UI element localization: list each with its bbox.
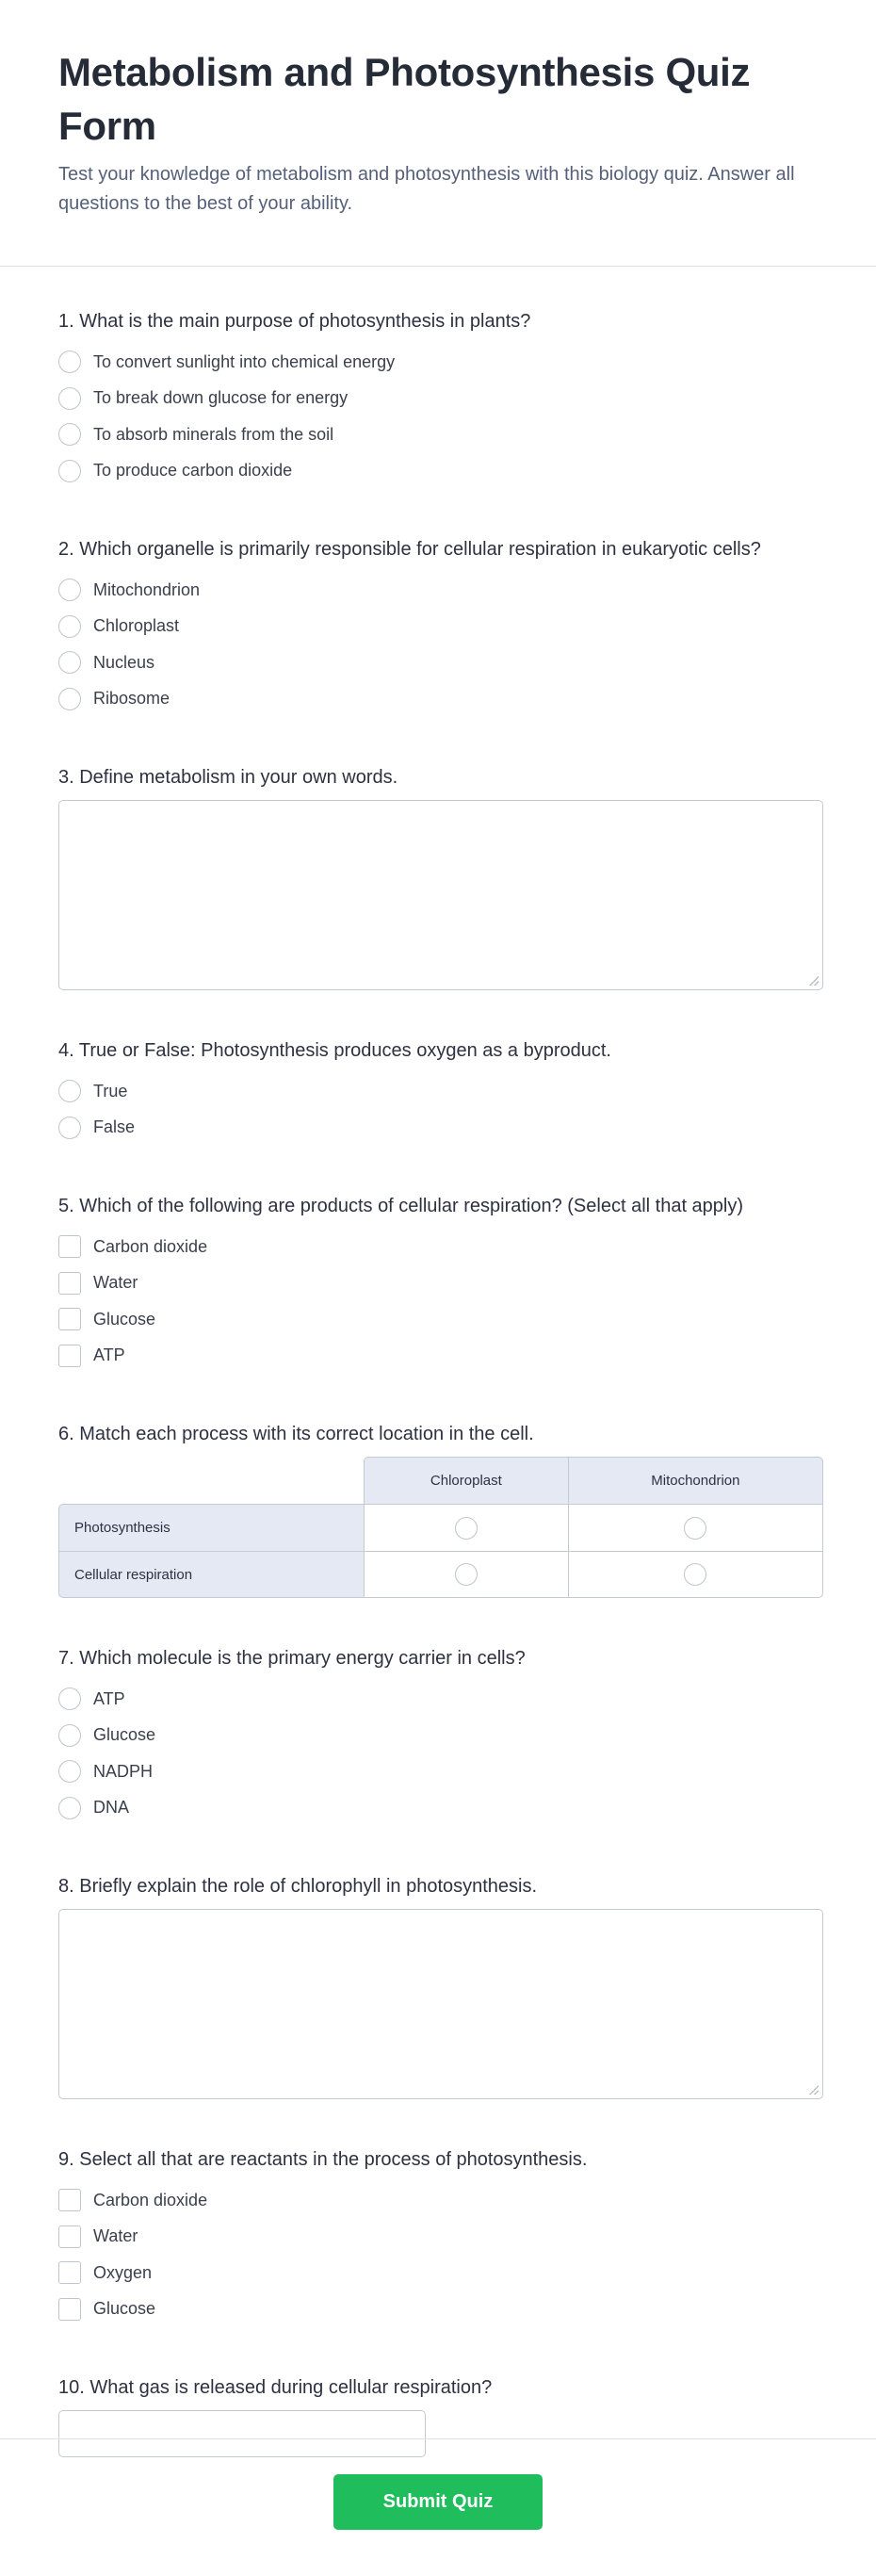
option-label[interactable]: Carbon dioxide bbox=[93, 1236, 208, 1256]
option-label[interactable]: Chloroplast bbox=[93, 616, 180, 636]
grid-cell[interactable] bbox=[568, 1504, 823, 1551]
metabolism-definition-textarea[interactable] bbox=[58, 800, 823, 990]
checkbox[interactable] bbox=[58, 1308, 81, 1330]
radio-option[interactable] bbox=[58, 572, 818, 609]
option-label[interactable]: DNA bbox=[93, 1798, 130, 1818]
option-label[interactable]: NADPH bbox=[93, 1761, 154, 1781]
radio-button[interactable] bbox=[455, 1563, 478, 1586]
checkbox[interactable] bbox=[58, 1345, 81, 1367]
radio-button[interactable] bbox=[58, 615, 81, 638]
page-title: Metabolism and Photosynthesis Quiz Form bbox=[58, 50, 751, 148]
radio-option[interactable] bbox=[58, 453, 818, 490]
radio-button[interactable] bbox=[58, 1687, 81, 1710]
checkbox[interactable] bbox=[58, 2189, 81, 2211]
checkbox[interactable] bbox=[58, 2261, 81, 2284]
resize-handle-icon[interactable] bbox=[809, 2085, 819, 2095]
question-4 bbox=[58, 1037, 818, 1146]
checkbox-option[interactable] bbox=[58, 1338, 818, 1375]
radio-option[interactable] bbox=[58, 609, 818, 645]
radio-option[interactable] bbox=[58, 1073, 818, 1110]
option-label[interactable]: Oxygen bbox=[93, 2262, 153, 2282]
option-label[interactable]: Nucleus bbox=[93, 652, 155, 672]
resize-handle-icon[interactable] bbox=[809, 976, 819, 986]
radio-button[interactable] bbox=[58, 1080, 81, 1102]
question-2 bbox=[58, 536, 818, 717]
option-label[interactable]: To produce carbon dioxide bbox=[93, 461, 293, 481]
question-8 bbox=[58, 1873, 818, 2099]
grid-column-header: Chloroplast bbox=[364, 1457, 568, 1504]
radio-button[interactable] bbox=[684, 1563, 706, 1586]
matching-grid bbox=[58, 1457, 823, 1598]
checkbox-option[interactable] bbox=[58, 2291, 818, 2328]
radio-button[interactable] bbox=[58, 688, 81, 710]
option-label[interactable]: Ribosome bbox=[93, 689, 170, 709]
option-label[interactable]: Glucose bbox=[93, 1309, 156, 1329]
checkbox[interactable] bbox=[58, 2298, 81, 2321]
question-text: 8. Briefly explain the role of chlorophyll in photosynthesis. bbox=[58, 1876, 538, 1897]
radio-option[interactable] bbox=[58, 1753, 818, 1790]
question-text: 3. Define metabolism in your own words. bbox=[58, 767, 398, 788]
grid-cell[interactable] bbox=[364, 1551, 568, 1598]
option-label[interactable]: Carbon dioxide bbox=[93, 2190, 208, 2209]
radio-option[interactable] bbox=[58, 1790, 818, 1827]
quiz-form bbox=[0, 267, 876, 2457]
option-label[interactable]: Mitochondrion bbox=[93, 579, 201, 599]
option-label[interactable]: False bbox=[93, 1117, 136, 1137]
question-text: 6. Match each process with its correct location in the cell. bbox=[58, 1424, 534, 1444]
question-text: 9. Select all that are reactants in the process of photosynthesis. bbox=[58, 2149, 588, 2170]
question-text: 7. Which molecule is the primary energy carrier in cells? bbox=[58, 1648, 526, 1669]
grid-row-header: Photosynthesis bbox=[58, 1504, 364, 1551]
question-text: 1. What is the main purpose of photosynthesis in plants? bbox=[58, 311, 531, 332]
checkbox-option[interactable] bbox=[58, 2219, 818, 2256]
option-label[interactable]: Water bbox=[93, 1273, 138, 1293]
radio-button[interactable] bbox=[684, 1517, 706, 1540]
option-label[interactable]: To break down glucose for energy bbox=[93, 388, 349, 408]
checkbox-option[interactable] bbox=[58, 1301, 818, 1338]
option-label[interactable]: To absorb minerals from the soil bbox=[93, 424, 334, 444]
question-3 bbox=[58, 764, 818, 990]
radio-button[interactable] bbox=[58, 460, 81, 482]
option-label[interactable]: Water bbox=[93, 2226, 138, 2246]
radio-option[interactable] bbox=[58, 344, 818, 381]
grid-corner bbox=[58, 1457, 364, 1504]
grid-cell[interactable] bbox=[568, 1551, 823, 1598]
checkbox[interactable] bbox=[58, 1235, 81, 1258]
radio-option[interactable] bbox=[58, 1718, 818, 1754]
radio-button[interactable] bbox=[58, 387, 81, 410]
form-footer bbox=[0, 2438, 876, 2576]
option-label[interactable]: Glucose bbox=[93, 1725, 156, 1745]
question-7 bbox=[58, 1645, 818, 1826]
submit-quiz-button[interactable]: Submit Quiz bbox=[333, 2474, 543, 2530]
radio-option[interactable] bbox=[58, 1681, 818, 1718]
radio-option[interactable] bbox=[58, 644, 818, 681]
option-label[interactable]: ATP bbox=[93, 1688, 125, 1708]
radio-option[interactable] bbox=[58, 416, 818, 453]
question-text: 5. Which of the following are products of cellular respiration? (Select all that apply) bbox=[58, 1196, 744, 1216]
form-header bbox=[0, 0, 876, 267]
radio-button[interactable] bbox=[58, 1760, 81, 1783]
option-label[interactable]: ATP bbox=[93, 1345, 125, 1365]
radio-button[interactable] bbox=[58, 1797, 81, 1819]
checkbox[interactable] bbox=[58, 2225, 81, 2248]
question-text: 10. What gas is released during cellular respiration? bbox=[58, 2377, 493, 2398]
checkbox[interactable] bbox=[58, 1272, 81, 1295]
grid-column-header: Mitochondrion bbox=[568, 1457, 823, 1504]
grid-cell[interactable] bbox=[364, 1504, 568, 1551]
radio-button[interactable] bbox=[58, 1117, 81, 1139]
radio-option[interactable] bbox=[58, 381, 818, 417]
question-1 bbox=[58, 308, 818, 489]
radio-button[interactable] bbox=[58, 651, 81, 674]
checkbox-option[interactable] bbox=[58, 2182, 818, 2219]
checkbox-option[interactable] bbox=[58, 1265, 818, 1302]
radio-option[interactable] bbox=[58, 1110, 818, 1147]
radio-button[interactable] bbox=[58, 1724, 81, 1747]
question-9 bbox=[58, 2146, 818, 2327]
option-label[interactable]: To convert sunlight into chemical energy bbox=[93, 351, 396, 371]
question-6 bbox=[58, 1421, 818, 1598]
option-label[interactable]: Glucose bbox=[93, 2299, 156, 2319]
page-subtitle: Test your knowledge of metabolism and photosynthesis with this biology quiz. Answer all questions to the best of your ability. bbox=[58, 164, 795, 214]
option-label[interactable]: True bbox=[93, 1081, 128, 1101]
grid-row-header: Cellular respiration bbox=[58, 1551, 364, 1598]
radio-button[interactable] bbox=[58, 351, 81, 373]
radio-button[interactable] bbox=[455, 1517, 478, 1540]
chlorophyll-role-textarea[interactable] bbox=[58, 1909, 823, 2099]
radio-option[interactable] bbox=[58, 681, 818, 718]
question-5 bbox=[58, 1193, 818, 1374]
radio-button[interactable] bbox=[58, 423, 81, 446]
radio-button[interactable] bbox=[58, 579, 81, 601]
question-text: 2. Which organelle is primarily responsible for cellular respiration in eukaryotic cells? bbox=[58, 539, 761, 560]
checkbox-option[interactable] bbox=[58, 2255, 818, 2291]
checkbox-option[interactable] bbox=[58, 1229, 818, 1265]
question-text: 4. True or False: Photosynthesis produces oxygen as a byproduct. bbox=[58, 1040, 611, 1061]
